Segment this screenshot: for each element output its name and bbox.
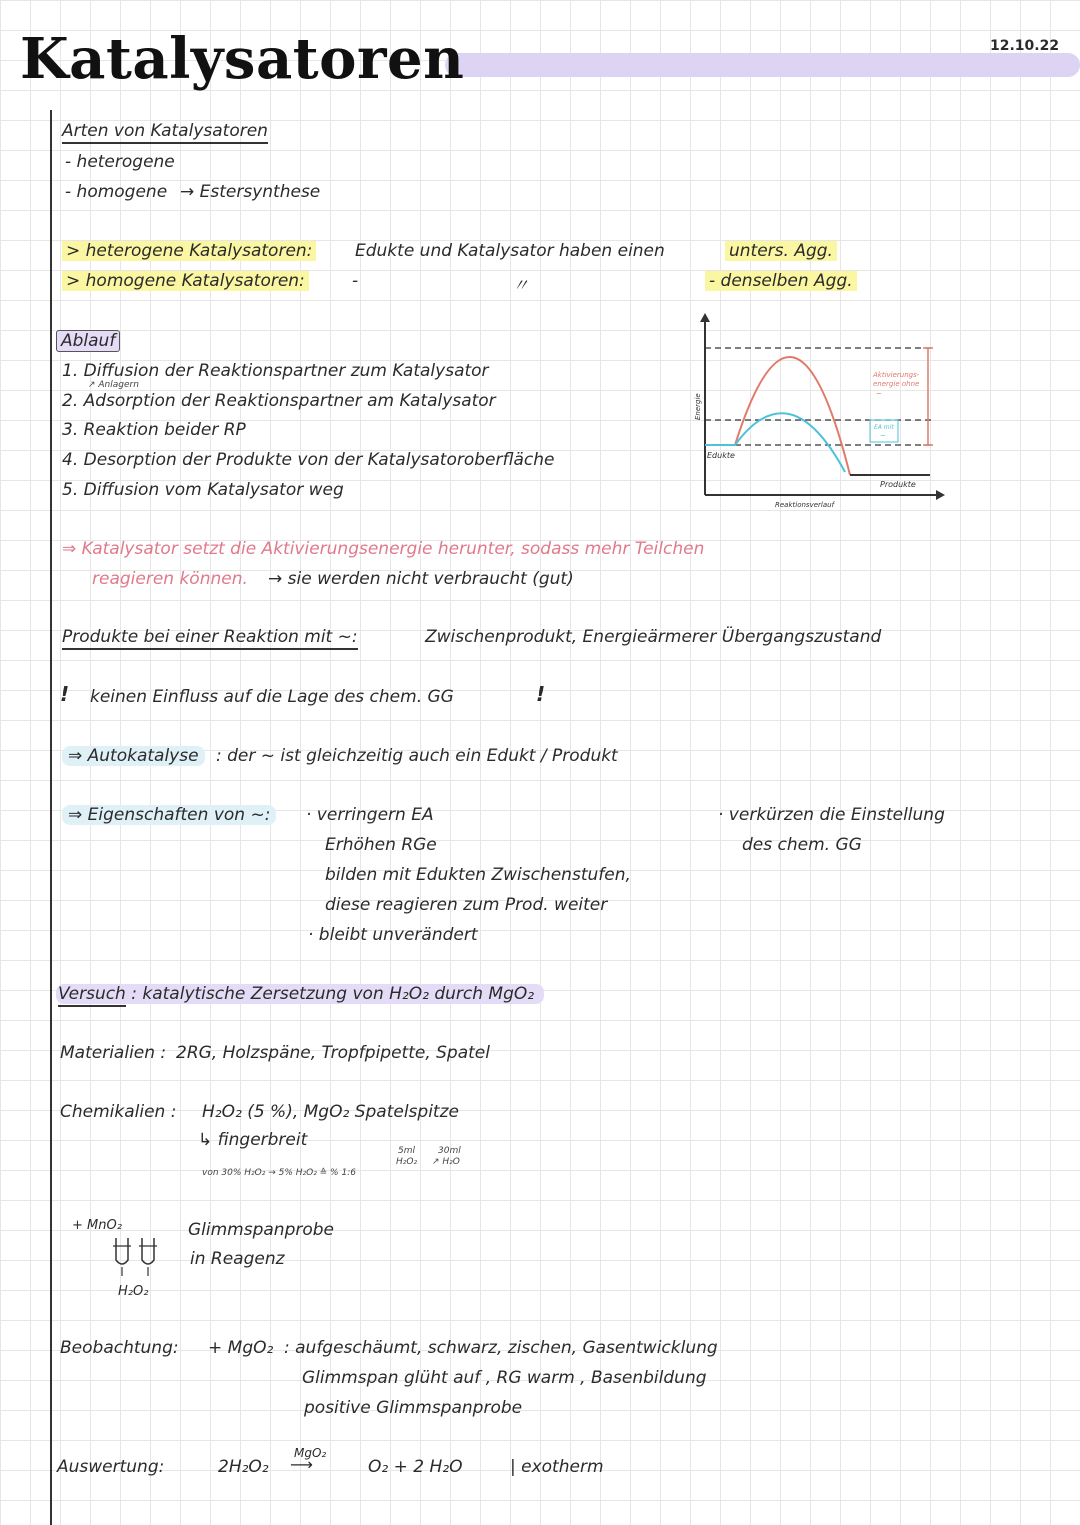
beobachtung-2: Glimmspan glüht auf , RG warm , Basenbildung [302,1368,707,1388]
ea-mit-label: EA mit [874,424,894,431]
arten-item-heterogen: - heterogene [65,152,175,172]
x-axis-arrow [936,490,945,500]
beobachtung-1: : aufgeschäumt, schwarz, zischen, Gasentwicklung [284,1338,718,1358]
produkte-label: Produkte [880,480,916,489]
ablauf-step-4: 4. Desorption der Produkte von der Katalysatoroberfläche [62,450,555,470]
autokatalyse-label: ⇒ Autokatalyse [62,746,205,766]
equation-note: | exotherm [510,1457,604,1477]
homogen-label: > homogene Katalysatoren: [62,271,309,291]
homogen-end: - denselben Agg. [705,271,857,291]
beobachtung-plus: + MgO₂ [208,1338,274,1358]
chemikalien-2: ↳ fingerbreit [198,1130,308,1150]
sketch-bottom-label: H₂O₂ [118,1284,149,1299]
margin-line [50,110,52,1525]
calc-5ml: 5ml [398,1146,415,1156]
homogen-dash: - [352,271,359,291]
ablauf-heading: Ablauf [56,331,120,351]
glimmspan-1: Glimmspanprobe [188,1220,335,1240]
ea-ohne-label-1: Aktivierungs- [873,371,920,379]
chemikalien-label: Chemikalien : [60,1102,177,1122]
ea-mit-label-2: ~ [880,432,886,440]
einfluss-mark-2: ! [536,682,546,706]
eigenschaften-item-3: bilden mit Edukten Zwischenstufen, [325,865,631,885]
versuch-heading: Versuch : katalytische Zersetzung von H₂O₂ durch MgO₂ [56,984,544,1004]
arten-heading: Arten von Katalysatoren [62,121,268,144]
beobachtung-label: Beobachtung: [60,1338,179,1358]
auswertung-label: Auswertung: [57,1457,165,1477]
edukte-label: Edukte [707,451,735,460]
equation-left: 2H₂O₂ [218,1457,269,1477]
chemikalien-1: H₂O₂ (5 %), MgO₂ Spatelspitze [202,1102,459,1122]
y-axis-label: Energie [694,393,702,420]
materialien-label: Materialien : [60,1043,167,1063]
produkte-label: Produkte bei einer Reaktion mit ~: [62,627,358,650]
eigenschaften-item-4: diese reagieren zum Prod. weiter [325,895,608,915]
eigenschaften-right-1: · verkürzen die Einstellung [718,805,945,825]
summary-line-1: ⇒ Katalysator setzt die Aktivierungsenergie herunter, sodass mehr Teilchen [62,539,705,559]
page-title: Katalysatoren [20,26,465,92]
beobachtung-3: positive Glimmspanprobe [304,1398,523,1418]
eigenschaften-item-1: · verringern EA [306,805,434,825]
arten-item-homogen: - homogene [65,182,168,202]
calc-h2o2: H₂O₂ [396,1157,418,1167]
sketch-top-label: + MnO₂ [72,1218,122,1233]
ablauf-step-1: 1. Diffusion der Reaktionspartner zum Katalysator [62,361,489,381]
test-tubes-sketch [108,1236,168,1280]
einfluss-mark-1: ! [60,682,70,706]
calc-text: von 30% H₂O₂ → 5% H₂O₂ ≙ % 1:6 [202,1168,356,1178]
y-axis-arrow [700,313,710,322]
summary-line-2b: → sie werden nicht verbraucht (gut) [268,569,574,589]
eigenschaften-item-2: Erhöhen RGe [325,835,437,855]
homogen-ditto: 〃 [512,276,529,296]
einfluss-text: keinen Einfluss auf die Lage des chem. GG [90,687,454,707]
materialien-text: 2RG, Holzspäne, Tropfpipette, Spatel [176,1043,490,1063]
ablauf-step-5: 5. Diffusion vom Katalysator weg [62,480,344,500]
ablauf-step-2: 2. Adsorption der Reaktionspartner am Katalysator [62,391,496,411]
autokatalyse-text: : der ~ ist gleichzeitig auch ein Edukt / Produkt [216,746,618,766]
heterogen-label: > heterogene Katalysatoren: [62,241,316,261]
calc-30ml: 30ml [438,1146,461,1156]
curve-mit [735,413,845,472]
ablauf-step-3: 3. Reaktion beider RP [62,420,246,440]
title-highlight [445,53,1080,77]
eigenschaften-item-5: · bleibt unverändert [308,925,478,945]
eigenschaften-label: ⇒ Eigenschaften von ~: [62,805,276,825]
energy-diagram [690,310,950,515]
produkte-text: Zwischenprodukt, Energieärmerer Übergangszustand [425,627,882,647]
glimmspan-2: in Reagenz [190,1249,285,1269]
equation-arrow: ⟶ [290,1455,313,1474]
ea-ohne-label-3: ~ [876,390,882,398]
equation-right: O₂ + 2 H₂O [368,1457,463,1477]
heterogen-end: unters. Agg. [725,241,837,261]
calc-h2o: ↗ H₂O [432,1157,460,1167]
heterogen-text: Edukte und Katalysator haben einen [355,241,665,261]
arten-item-ester: → Estersynthese [180,182,321,202]
summary-line-2: reagieren können. [92,569,248,589]
ablauf-annotation: ↗ Anlagern [88,380,139,390]
x-axis-label: Reaktionsverlauf [775,501,835,509]
ea-ohne-label-2: energie ohne [873,380,920,388]
eigenschaften-right-2: des chem. GG [742,835,862,855]
equation-catalyst: MgO₂ [294,1446,327,1460]
page-date: 12.10.22 [990,38,1060,54]
